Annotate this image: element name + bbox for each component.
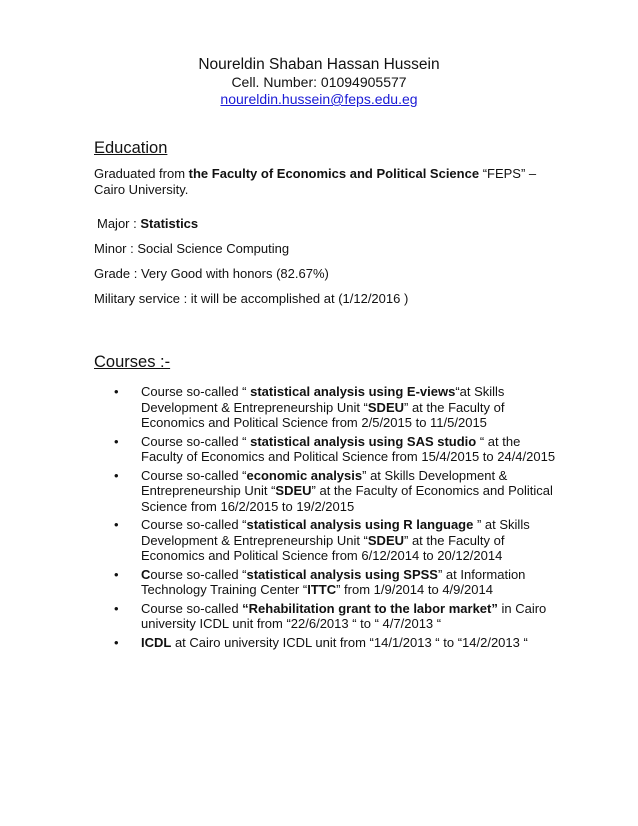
email-link[interactable]: noureldin.hussein@feps.edu.eg (220, 91, 418, 107)
course-item: • ICDL at Cairo university ICDL unit from “14/1/2013 “ to “14/2/2013 “ (94, 635, 564, 651)
education-section (94, 166, 564, 316)
courses-heading: Courses :- (94, 353, 171, 371)
graduation-line: Graduated from the Faculty of Economics and Political Science “FEPS” – Cairo University. (94, 166, 537, 197)
grade-line: Grade : Very Good with honors (82.67%) (94, 266, 329, 281)
bullet-icon: • (114, 467, 119, 483)
cell-number: Cell. Number: 01094905577 (231, 74, 407, 90)
contact-header (0, 56, 638, 109)
course-item: • Course so-called “Rehabilitation grant to the labor market” in Cairo university ICDL unit from “22/6/2013 “ to “ 4/7/2013 “ (94, 601, 564, 632)
major-line: Major : Statistics (97, 216, 199, 231)
course-item: • Course so-called “statistical analysis using SPSS” at Information Technology Training Center “ITTC” from 1/9/2014 to 4/9/2014 (94, 567, 564, 598)
course-item: • Course so-called “economic analysis” at Skills Development & Entrepreneurship Unit “SDEU” at the Faculty of Economics and Political Science from 16/2/2015 to 19/2/2015 (94, 468, 564, 515)
applicant-name: Noureldin Shaban Hassan Hussein (198, 56, 440, 73)
military-service-line: Military service : it will be accomplished at (1/12/2016 ) (94, 291, 409, 306)
course-item: • Course so-called “statistical analysis using R language ” at Skills Development & Entrepreneurship Unit “SDEU” at the Faculty of Economics and Political Science from 6/12/2014 to 20/12/2014 (94, 517, 564, 564)
bullet-icon: • (114, 566, 119, 582)
bullet-icon: • (114, 634, 119, 650)
course-item: • Course so-called “ statistical analysis using SAS studio “ at the Faculty of Economics and Political Science from 15/4/2015 to 24/4/2015 (94, 434, 564, 465)
minor-line: Minor : Social Science Computing (94, 241, 290, 256)
bullet-icon: • (114, 433, 119, 449)
education-heading: Education (94, 139, 168, 157)
bullet-icon: • (114, 384, 119, 399)
bullet-icon: • (114, 517, 119, 532)
course-item: • Course so-called “ statistical analysis using E-views“at Skills Development & Entrepreneurship Unit “SDEU” at the Faculty of Economics and Political Science from 2/5/2015 to 11/5/2015 (94, 384, 564, 431)
courses-list (94, 384, 564, 653)
bullet-icon: • (114, 600, 119, 616)
